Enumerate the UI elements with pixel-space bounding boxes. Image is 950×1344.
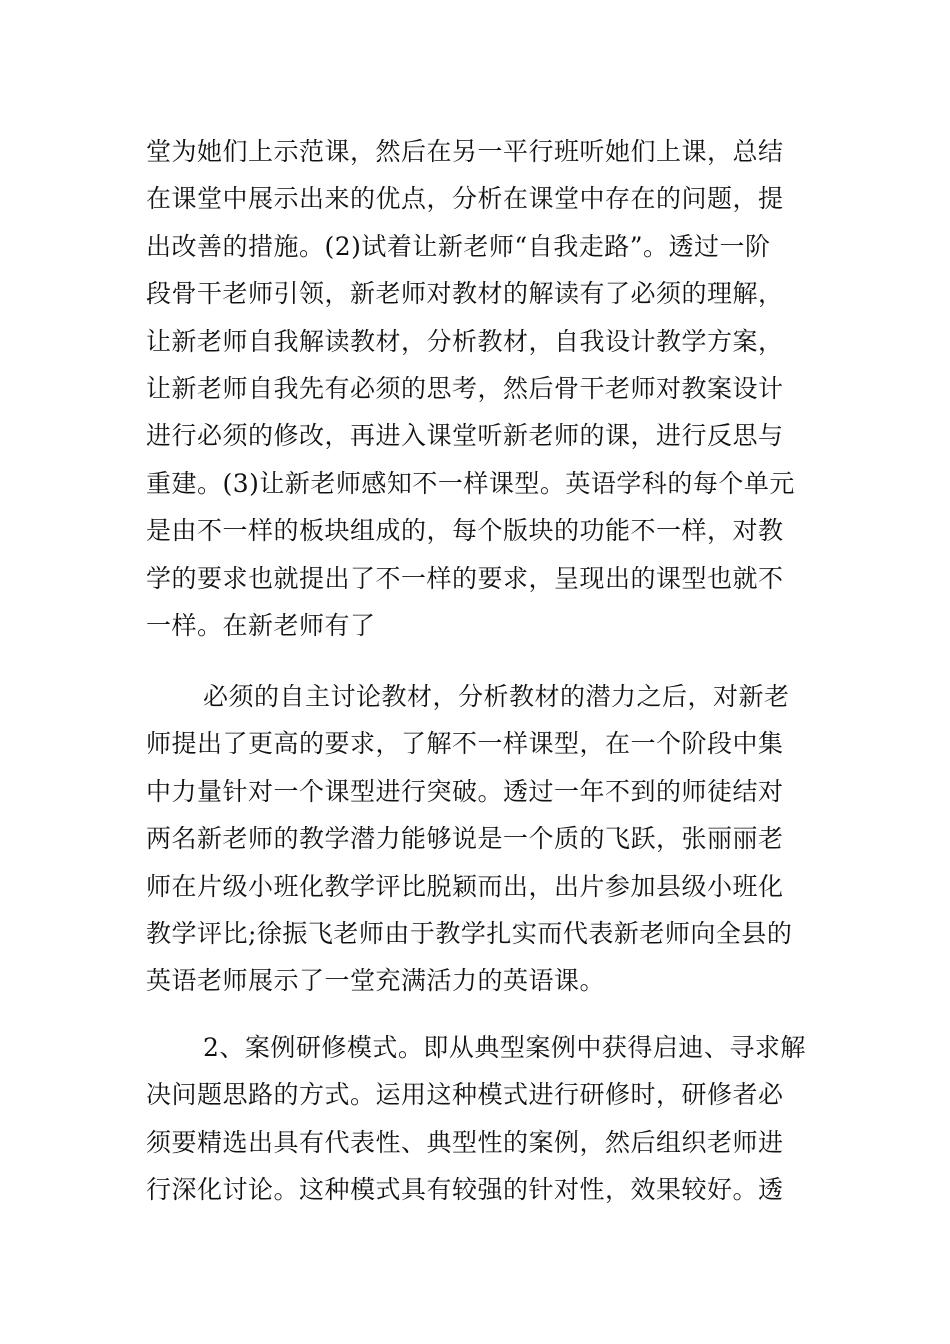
text-line: 2、案例研修模式。即从典型案例中获得启迪、寻求解 [203,1033,806,1062]
text-line: 中力量针对一个课型进行突破。透过一年不到的师徒结对 [146,776,784,806]
text-line: 堂为她们上示范课，然后在另一平行班听她们上课，总结 [146,137,784,166]
paragraph-2 [146,673,826,1005]
text-line: 必须的自主讨论教材，分析教材的潜力之后，对新老 [203,682,790,711]
text-line: 须要精选出具有代表性、典型性的案例，然后组织老师进 [146,1127,784,1157]
text-line: 师提出了更高的要求，了解不一样课型，在一个阶段中集 [146,729,784,759]
text-line: 两名新老师的教学潜力能够说是一个质的飞跃，张丽丽老 [146,824,784,854]
text-line: 行深化讨论。这种模式具有较强的针对性，效果较好。透 [146,1175,784,1205]
text-line: 学的要求也就提出了不一样的要求，呈现出的课型也就不 [146,563,784,593]
text-line: 教学评比;徐振飞老师由于教学扎实而代表新老师向全县的 [146,918,793,948]
text-line: 让新老师自我解读教材，分析教材，自我设计教学方案， [146,326,784,356]
text-line: 是由不一样的板块组成的，每个版块的功能不一样，对教 [146,516,784,546]
paragraph-1 [146,128,826,649]
text-line: 段骨干老师引领，新老师对教材的解读有了必须的理解， [146,279,784,309]
text-line: 决问题思路的方式。运用这种模式进行研修时，研修者必 [146,1080,784,1110]
text-line: 重建。(3)让新老师感知不一样课型。英语学科的每个单元 [146,468,795,498]
text-line: 让新老师自我先有必须的思考，然后骨干老师对教案设计 [146,373,784,403]
text-line: 英语老师展示了一堂充满活力的英语课。 [146,966,606,996]
text-line: 一样。在新老师有了 [146,610,376,640]
text-line: 师在片级小班化教学评比脱颖而出，出片参加县级小班化 [146,871,784,901]
text-line: 出改善的措施。(2)试着让新老师“自我走路”。透过一阶 [146,231,771,261]
text-line: 在课堂中展示出来的优点，分析在课堂中存在的问题，提 [146,184,784,214]
text-line: 进行必须的修改，再进入课堂听新老师的课，进行反思与 [146,421,784,451]
paragraph-3 [146,1024,826,1214]
